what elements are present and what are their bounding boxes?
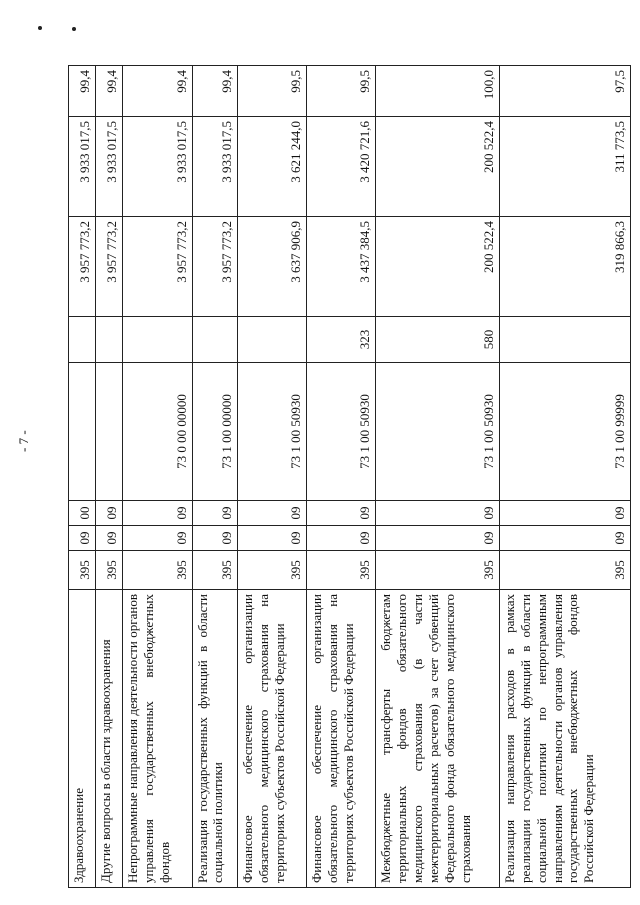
row-rz: 09 <box>307 526 376 551</box>
table-row <box>500 66 631 888</box>
row-name: Здравоохранение <box>69 590 96 888</box>
row-ved: 395 <box>192 551 237 590</box>
table-row <box>123 66 192 888</box>
row-vr <box>96 317 123 363</box>
row-plan: 3 957 773,2 <box>123 217 192 317</box>
row-plan: 319 866,3 <box>500 217 631 317</box>
row-pct: 99,5 <box>307 66 376 117</box>
row-pct: 99,4 <box>192 66 237 117</box>
table-row <box>307 66 376 888</box>
table-row <box>69 66 96 888</box>
row-pr: 09 <box>192 501 237 526</box>
row-fact: 311 773,5 <box>500 117 631 217</box>
row-pr: 09 <box>96 501 123 526</box>
row-ved: 395 <box>500 551 631 590</box>
row-vr <box>192 317 237 363</box>
row-ved: 395 <box>376 551 500 590</box>
row-csr <box>69 363 96 501</box>
row-name: Межбюджетные трансферты бюджетам территориальных фондов обязательного медицинского страхования (в части межтерриториальных расчетов) за счет субвенций Федерального фонда обязательного медицинского страхования <box>376 590 500 888</box>
row-fact: 3 933 017,5 <box>192 117 237 217</box>
row-pr: 09 <box>237 501 306 526</box>
table-row <box>192 66 237 888</box>
budget-table-rotated <box>68 66 631 888</box>
row-csr <box>96 363 123 501</box>
row-csr: 73 1 00 50930 <box>237 363 306 501</box>
row-csr: 73 1 00 99999 <box>500 363 631 501</box>
row-plan: 200 522,4 <box>376 217 500 317</box>
row-rz: 09 <box>96 526 123 551</box>
row-plan: 3 957 773,2 <box>96 217 123 317</box>
row-fact: 3 933 017,5 <box>96 117 123 217</box>
page-number: - 7 - <box>16 430 31 452</box>
row-fact: 3 933 017,5 <box>123 117 192 217</box>
row-ved: 395 <box>96 551 123 590</box>
row-vr: 323 <box>307 317 376 363</box>
row-pct: 100,0 <box>376 66 500 117</box>
row-ved: 395 <box>69 551 96 590</box>
row-name: Непрограммные направления деятельности органов управления государственных внебюджетных фондов <box>123 590 192 888</box>
row-rz: 09 <box>500 526 631 551</box>
row-fact: 3 621 244,0 <box>237 117 306 217</box>
table-row <box>376 66 500 888</box>
row-csr: 73 0 00 00000 <box>123 363 192 501</box>
table-row <box>96 66 123 888</box>
row-fact: 200 522,4 <box>376 117 500 217</box>
scan-dot-left <box>38 26 42 30</box>
row-csr: 73 1 00 50930 <box>307 363 376 501</box>
row-rz: 09 <box>69 526 96 551</box>
row-pct: 99,4 <box>69 66 96 117</box>
row-vr <box>500 317 631 363</box>
row-fact: 3 420 721,6 <box>307 117 376 217</box>
row-plan: 3 637 906,9 <box>237 217 306 317</box>
row-fact: 3 933 017,5 <box>69 117 96 217</box>
row-name: Реализация государственных функций в области социальной политики <box>192 590 237 888</box>
row-plan: 3 957 773,2 <box>69 217 96 317</box>
row-csr: 73 1 00 00000 <box>192 363 237 501</box>
row-pct: 99,4 <box>123 66 192 117</box>
row-vr <box>123 317 192 363</box>
row-plan: 3 957 773,2 <box>192 217 237 317</box>
row-csr: 73 1 00 50930 <box>376 363 500 501</box>
row-vr <box>237 317 306 363</box>
row-pct: 99,4 <box>96 66 123 117</box>
budget-table <box>68 65 631 888</box>
row-rz: 09 <box>237 526 306 551</box>
row-pct: 97,5 <box>500 66 631 117</box>
row-name: Другие вопросы в области здравоохранения <box>96 590 123 888</box>
row-pct: 99,5 <box>237 66 306 117</box>
row-vr <box>69 317 96 363</box>
row-ved: 395 <box>307 551 376 590</box>
row-pr: 09 <box>123 501 192 526</box>
row-ved: 395 <box>123 551 192 590</box>
table-row <box>237 66 306 888</box>
row-vr: 580 <box>376 317 500 363</box>
row-plan: 3 437 384,5 <box>307 217 376 317</box>
row-pr: 00 <box>69 501 96 526</box>
row-rz: 09 <box>192 526 237 551</box>
row-name: Реализация направления расходов в рамках реализации государственных функций в области социальной политики по непрограммным направлениям деятельности органов управления государственных внебюджетных фондов Российской Федерации <box>500 590 631 888</box>
row-pr: 09 <box>376 501 500 526</box>
row-ved: 395 <box>237 551 306 590</box>
row-rz: 09 <box>123 526 192 551</box>
scan-dot-right <box>72 27 76 31</box>
row-name: Финансовое обеспечение организации обязательного медицинского страхования на территориях субъектов Российской Федерации <box>307 590 376 888</box>
row-pr: 09 <box>500 501 631 526</box>
row-rz: 09 <box>376 526 500 551</box>
row-name: Финансовое обеспечение организации обязательного медицинского страхования на территориях субъектов Российской Федерации <box>237 590 306 888</box>
row-pr: 09 <box>307 501 376 526</box>
